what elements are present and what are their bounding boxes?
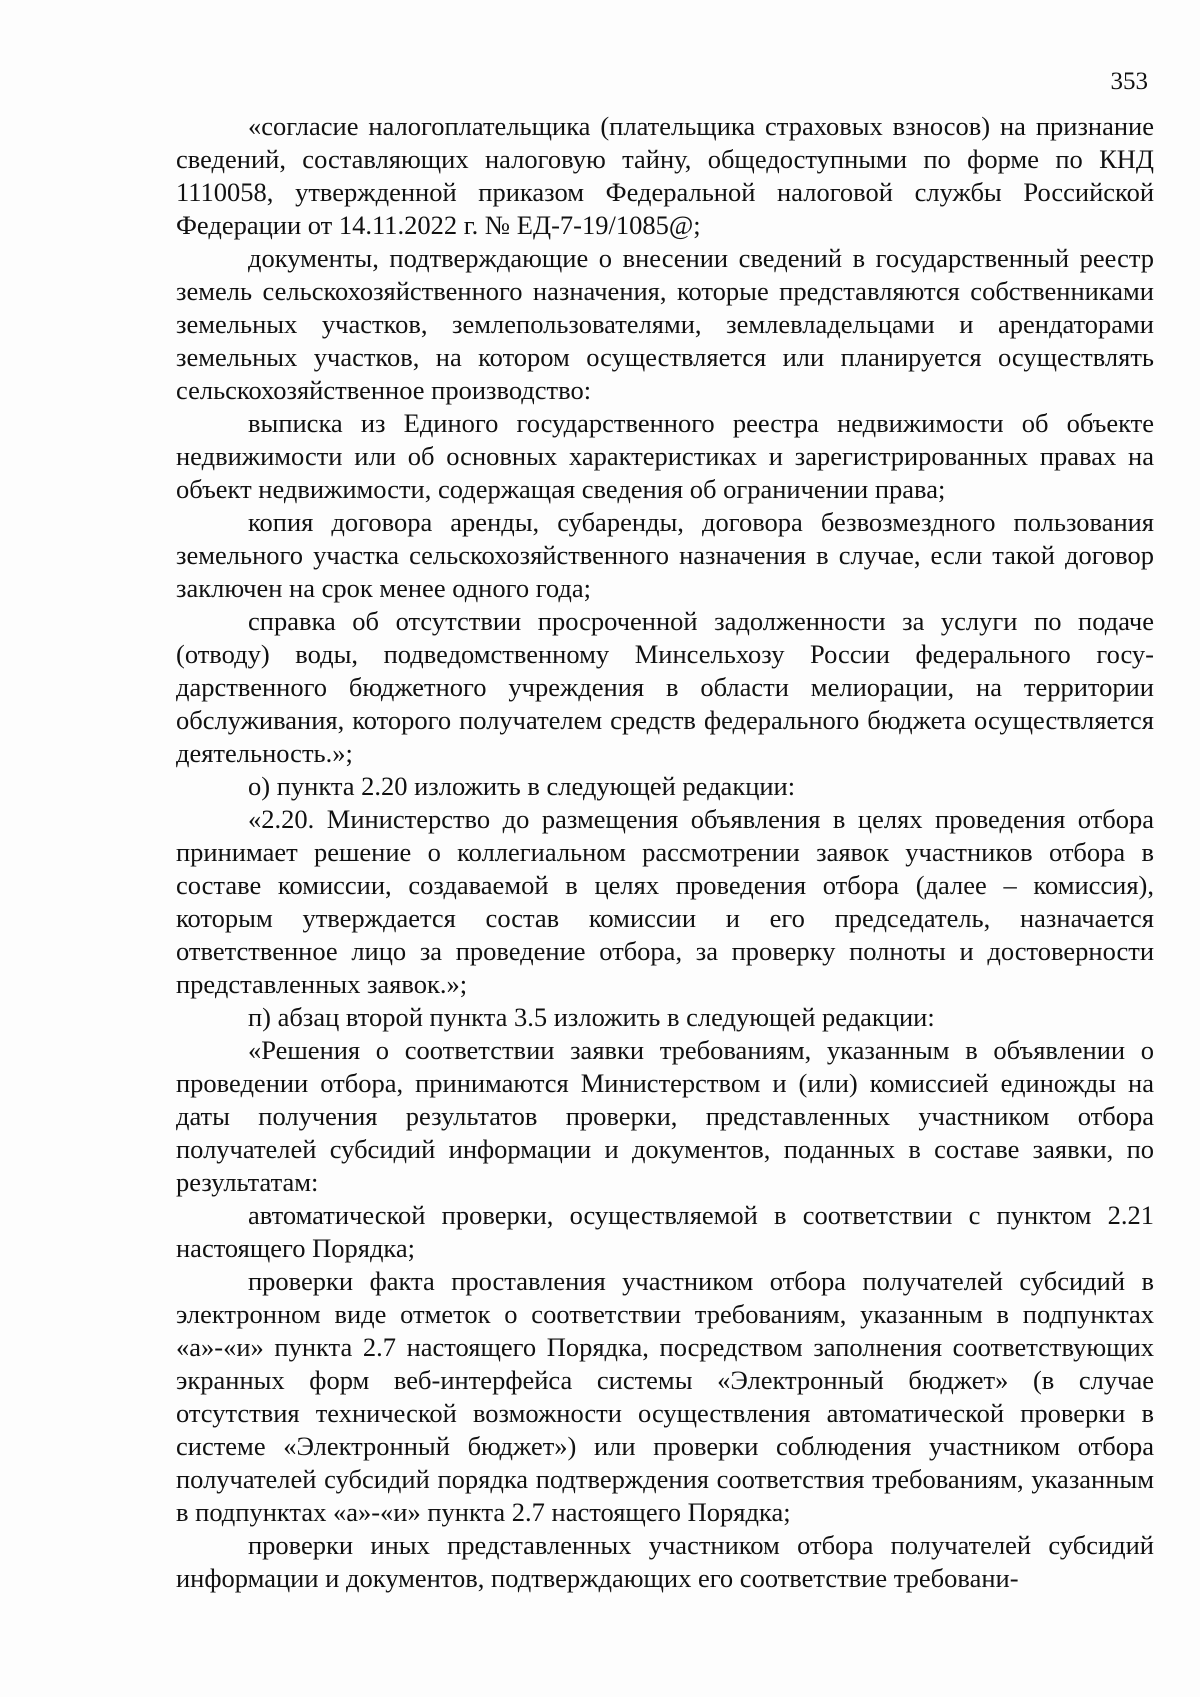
- paragraph-item-p: п) абзац второй пункта 3.5 изложить в следующей редакции:: [248, 1002, 935, 1032]
- paragraph-consent: «согласие налогоплательщика (плательщика страховых взносов) на признание сведений, составляющих налоговую тайну, общедоступными по форме по КНД 1110058, утвержденной приказом Федеральной налоговой службы Российской Федерации от 14.11.2022 г. № ЕД-7-19/1085@;: [176, 111, 1154, 240]
- paragraph-item-o: о) пункта 2.20 изложить в следующей редакции:: [248, 771, 796, 801]
- paragraph-egrn-extract: выписка из Единого государственного реестра недвижимости об объекте недвижимости или об основных характеристиках и зарегистрированных правах на объект недвижимости, содержащая сведения об ограничении права;: [176, 408, 1154, 504]
- paragraph-decisions: «Решения о соответствии заявки требованиям, указанным в объявлении о проведении отбора, принимаются Министерством и (или) комиссией единожды на даты получения результатов проверки, представленных участником отбора получателей субсидий информации и документов, поданных в составе заявки, по результатам:: [176, 1035, 1154, 1197]
- paragraph-automatic-check: автоматической проверки, осуществляемой в соответствии с пунктом 2.21 настоящего Порядка;: [176, 1200, 1154, 1263]
- paragraph-marks-check: проверки факта проставления участником отбора получателей субсидий в электронном виде отметок о соответствии требованиям, указанным в подпунктах «а»-«и» пункта 2.7 настоящего Порядка, посредством заполнения соответствующих экранных форм веб-интерфейса системы «Электронный бюджет» (в случае отсутствия технической возможности осуществления автоматической проверки в системе «Электронный бюджет») или проверки соблюдения участником отбора получателей субсидий порядка подтверждения соответствия требованиям, указанным в подпунктах «а»-«и» пункта 2.7 настоящего Порядка;: [176, 1266, 1154, 1527]
- document-body: [176, 110, 1154, 1595]
- paragraph-clause-2-20: «2.20. Министерство до размещения объявления в целях проведения отбора принимает решение о коллегиальном рассмотрении заявок участников отбора в составе комиссии, создаваемой в целях проведения отбора (далее – комиссия), которым утверждается состав комиссии и его председатель, назначается ответственное лицо за проведение отбора, за проверку полноты и достоверности представленных заявок.»;: [176, 804, 1154, 999]
- paragraph-land-registry-documents: документы, подтверждающие о внесении сведений в государственный реестр земель сельскохозяйственного назначения, которые представляются собственниками земельных участков, землепользователями, землевладельцами и арендаторами земельных участков, на котором осуществляется или планируется осуществлять сельскохозяйственное производство:: [176, 243, 1154, 405]
- paragraph-other-documents-check: проверки иных представленных участником отбора получателей субсидий информации и документов, подтверждающих его соответствие требовани-: [176, 1530, 1154, 1593]
- page-number: 353: [1110, 68, 1148, 95]
- paragraph-water-debt-certificate: справка об отсутствии просроченной задолженности за услуги по подаче (отводу) воды, подведомственному Минсельхозу России федерального государственного бюджетного учреждения в области мелиорации, на территории обслуживания, которого получателем средств федерального бюджета осуществляется деятельность.»;: [176, 606, 1154, 768]
- paragraph-lease-copy: копия договора аренды, субаренды, договора безвозмездного пользования земельного участка сельскохозяйственного назначения в случае, если такой договор заключен на срок менее одного года;: [176, 507, 1154, 603]
